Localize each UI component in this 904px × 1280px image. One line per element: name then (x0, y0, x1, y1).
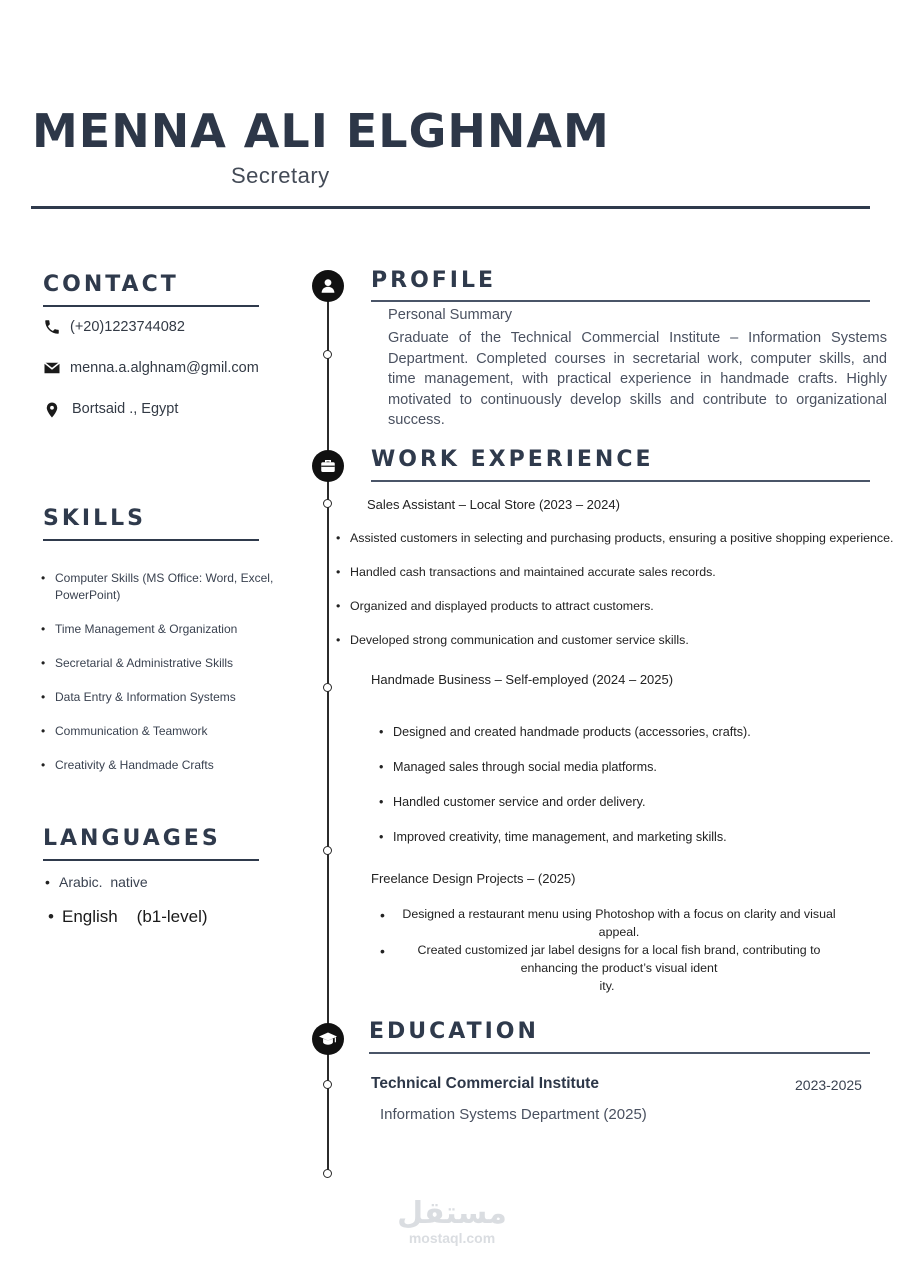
timeline-dot (323, 499, 332, 508)
languages-heading: LANGUAGES (43, 826, 221, 851)
skill-item: • Creativity & Handmade Crafts (55, 758, 214, 772)
job-heading: Freelance Design Projects – (2025) (371, 871, 576, 886)
education-heading: EDUCATION (369, 1019, 539, 1044)
job-bullet: • Assisted customers in selecting and purchasing products, ensuring a positive shopping experience. (350, 531, 893, 545)
skill-item-continued: PowerPoint) (55, 588, 121, 602)
job-bullet-line: Created customized jar label designs for a local fish brand, contributing to (417, 943, 821, 957)
work-heading: WORK EXPERIENCE (371, 447, 654, 472)
education-divider (369, 1052, 870, 1054)
education-department: Information Systems Department (2025) (380, 1106, 647, 1123)
education-years: 2023-2025 (795, 1077, 862, 1093)
briefcase-icon (312, 450, 344, 482)
bullet-marker: • (380, 907, 385, 923)
job-heading: Sales Assistant – Local Store (2023 – 2024) (367, 497, 620, 512)
contact-phone: (+20)1223744082 (43, 318, 185, 336)
watermark-logo (390, 1198, 514, 1246)
map-pin-icon (43, 400, 61, 418)
skill-item: • Communication & Teamwork (55, 724, 208, 738)
job-bullet: • Developed strong communication and customer service skills. (350, 633, 689, 647)
job-bullet: • Improved creativity, time management, and marketing skills. (393, 830, 727, 844)
skill-item: • Data Entry & Information Systems (55, 690, 236, 704)
profile-subtitle: Personal Summary (388, 307, 513, 323)
contact-divider (43, 305, 259, 307)
phone-icon (43, 318, 61, 336)
skill-item: • Secretarial & Administrative Skills (55, 656, 233, 670)
school-name: Technical Commercial Institute (371, 1075, 599, 1092)
language-item: • English (b1-level) (62, 907, 208, 927)
language-item: • Arabic. native (59, 874, 148, 890)
job-bullet: • Handled cash transactions and maintained accurate sales records. (350, 565, 716, 579)
skills-divider (43, 539, 259, 541)
watermark-site: mostaql.com (408, 1230, 496, 1246)
job-bullet-line: ity. (599, 979, 615, 993)
skill-item: • Time Management & Organization (55, 622, 237, 636)
timeline-dot (323, 350, 332, 359)
job-bullet: • Designed and created handmade products (accessories, crafts). (393, 725, 751, 739)
envelope-icon (43, 359, 61, 377)
timeline-dot (323, 1080, 332, 1089)
graduation-cap-icon (312, 1023, 344, 1055)
timeline-dot (323, 683, 332, 692)
timeline-dot (323, 846, 332, 855)
job-bullet-line: enhancing the product’s visual ident (520, 961, 718, 975)
contact-location: Bortsaid ., Egypt (43, 400, 178, 418)
contact-email: menna.a.alghnam@gmil.com (43, 359, 259, 377)
bullet-marker: • (380, 943, 385, 959)
job-title: Secretary (231, 163, 330, 188)
job-bullet: • Handled customer service and order delivery. (393, 795, 645, 809)
job-bullet-line: Designed a restaurant menu using Photoshop with a focus on clarity and visual (402, 907, 836, 921)
job-bullet-line: appeal. (598, 925, 640, 939)
person-icon (312, 270, 344, 302)
watermark-arabic: مستقل (397, 1197, 507, 1230)
job-bullet: • Managed sales through social media platforms. (393, 760, 657, 774)
work-divider (371, 480, 870, 482)
languages-divider (43, 859, 259, 861)
contact-heading: CONTACT (43, 272, 179, 297)
skill-item: • Computer Skills (MS Office: Word, Excel, (55, 571, 273, 585)
profile-heading: PROFILE (371, 268, 497, 293)
skills-heading: SKILLS (43, 506, 146, 531)
header-divider (31, 206, 870, 209)
candidate-name: MENNA ALI ELGHNAM (32, 104, 610, 158)
timeline-dot (323, 1169, 332, 1178)
profile-divider (371, 300, 870, 302)
job-bullet: • Organized and displayed products to attract customers. (350, 599, 654, 613)
job-heading: Handmade Business – Self-employed (2024 – 2025) (371, 672, 674, 687)
profile-summary: Graduate of the Technical Commercial Institute – Information Systems Department. Completed courses in secretarial work, computer skills, and time management, with practical experience in handmade crafts. Highly motivated to continuously develop skills and contribute to organizational success. (388, 330, 887, 429)
